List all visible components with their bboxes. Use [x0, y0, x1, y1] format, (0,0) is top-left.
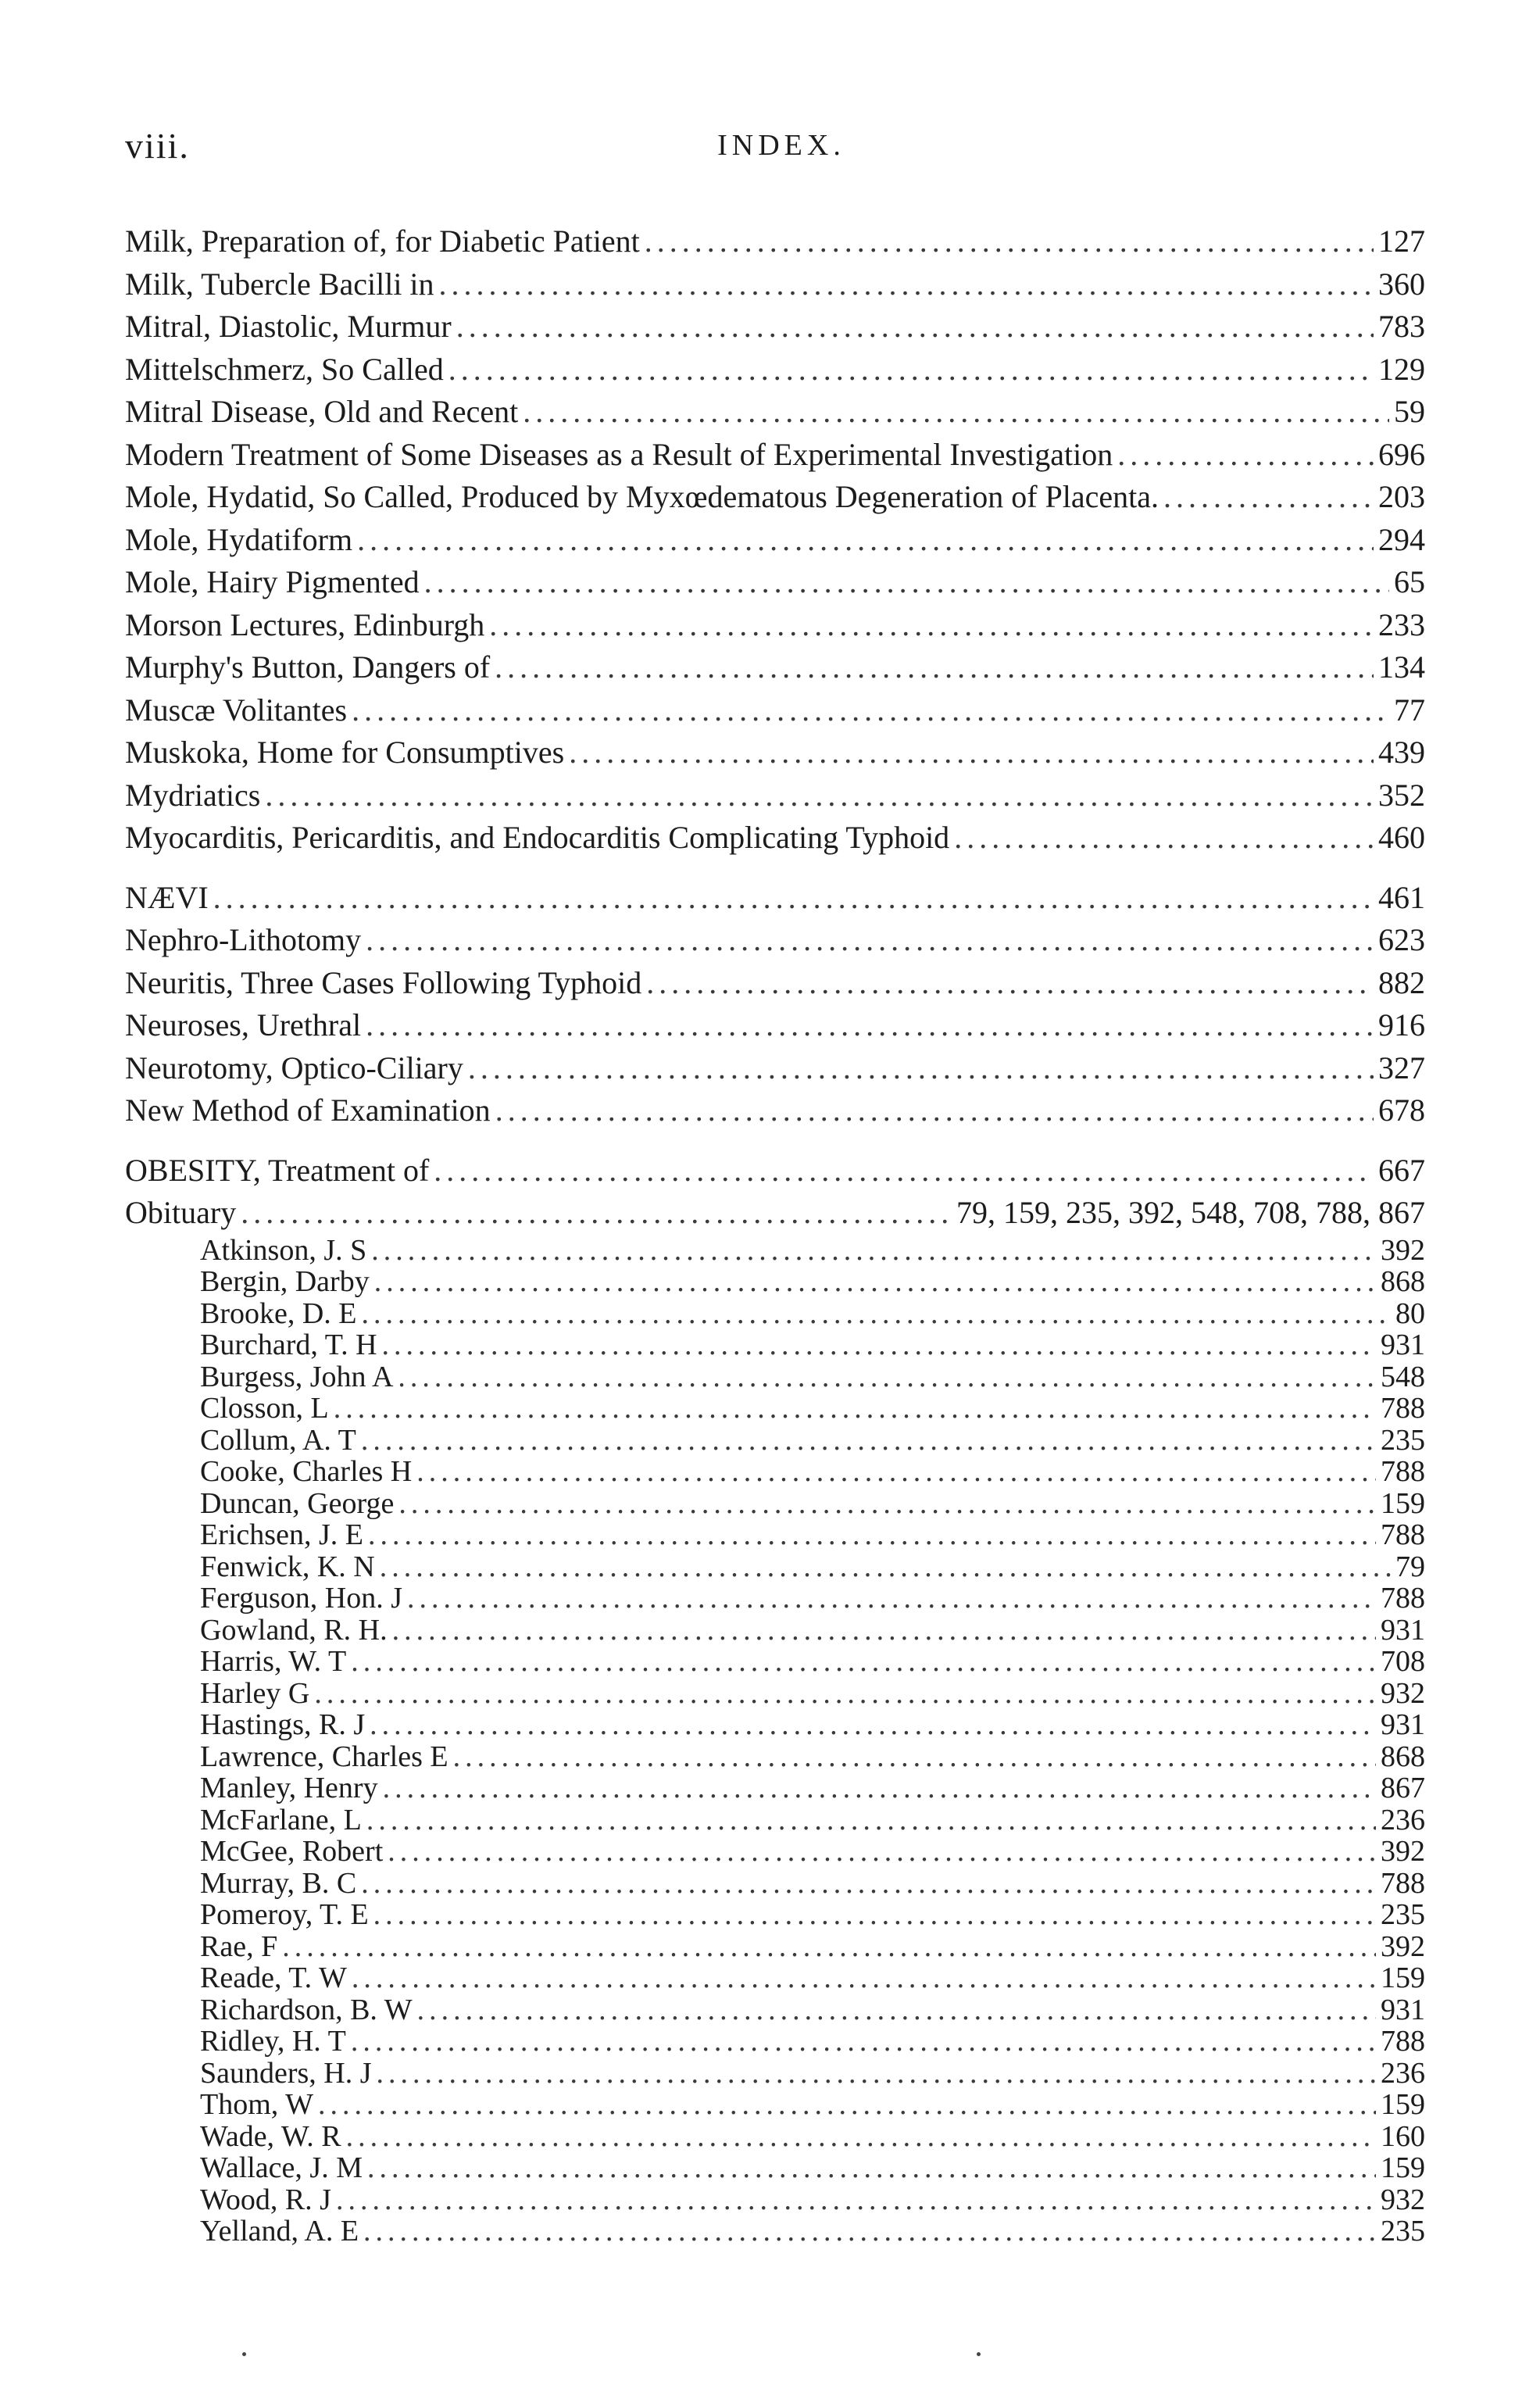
index-entry — [125, 220, 1425, 263]
entry-page-number: 868 — [1381, 1740, 1425, 1773]
entry-page-number: 159 — [1381, 2151, 1425, 2184]
dot-leader — [1163, 476, 1374, 519]
entry-page-number: 439 — [1378, 735, 1425, 770]
page-header — [125, 125, 1438, 172]
entry-page-number: 235 — [1381, 1423, 1425, 1457]
entry-page-number: 932 — [1381, 2183, 1425, 2216]
dot-leader — [439, 263, 1374, 306]
index-subentry — [125, 1266, 1425, 1298]
index-entry — [125, 1150, 1425, 1193]
entry-term: Lawrence, Charles E — [200, 1740, 448, 1773]
index-subentry — [125, 1393, 1425, 1425]
entry-page-number: 868 — [1381, 1265, 1425, 1298]
entry-page-number: 392 — [1381, 1233, 1425, 1267]
entry-page-number: 788 — [1381, 1392, 1425, 1425]
entry-term: Collum, A. T — [200, 1423, 356, 1457]
entry-page-number: 203 — [1378, 479, 1425, 514]
index-subentry — [125, 2121, 1425, 2153]
index-subentry — [125, 1551, 1425, 1583]
index-entry — [125, 1004, 1425, 1047]
entry-term: Bergin, Darby — [200, 1265, 370, 1298]
entry-term: Burchard, T. H — [200, 1329, 377, 1361]
entry-term: Brooke, D. E — [200, 1296, 357, 1330]
page-number: viii. — [125, 126, 190, 166]
index-entry — [125, 561, 1425, 604]
entry-term: NÆVI — [125, 879, 209, 915]
entry-page-number: 159 — [1381, 1486, 1425, 1520]
index-entry — [125, 919, 1425, 962]
dot-leader — [380, 1551, 1391, 1583]
entry-term: Morson Lectures, Edinburgh — [125, 606, 485, 642]
entry-term: Wood, R. J — [200, 2183, 331, 2216]
entry-page-number: 80 — [1395, 1296, 1425, 1330]
footer-mark — [977, 2352, 981, 2356]
entry-term: Duncan, George — [200, 1486, 395, 1520]
index-subentry — [125, 1582, 1425, 1615]
index-entry — [125, 1192, 1425, 1235]
index-entry — [125, 877, 1425, 920]
entry-page-number: 931 — [1381, 1993, 1425, 2026]
entry-term: Mole, Hydatiform — [125, 521, 353, 557]
dot-leader — [646, 962, 1374, 1005]
index-subentry — [125, 2058, 1425, 2090]
dot-leader — [367, 2152, 1376, 2184]
index-subentry — [125, 1804, 1425, 1836]
dot-leader — [373, 1899, 1376, 1931]
entry-page-number: 708 — [1381, 1645, 1425, 1678]
entry-page-number: 931 — [1381, 1613, 1425, 1647]
index-entry — [125, 774, 1425, 817]
entry-page-number: 460 — [1378, 820, 1425, 855]
dot-leader — [352, 1962, 1376, 1994]
index-section — [125, 220, 1425, 860]
entry-term: Neuroses, Urethral — [125, 1007, 362, 1042]
index-entry — [125, 391, 1425, 434]
entry-term: Neuritis, Three Cases Following Typhoid — [125, 964, 642, 1000]
dot-leader — [351, 2026, 1376, 2058]
dot-leader — [489, 604, 1374, 647]
dot-leader — [357, 519, 1374, 562]
index-entry — [125, 604, 1425, 647]
index-subentry — [125, 2152, 1425, 2184]
entry-page-number: 931 — [1381, 1329, 1425, 1361]
entry-page-number: 461 — [1378, 879, 1425, 915]
entry-term: Milk, Tubercle Bacilli in — [125, 266, 434, 302]
dot-leader — [346, 2121, 1376, 2153]
dot-leader — [523, 391, 1389, 434]
entry-term: New Method of Examination — [125, 1093, 491, 1128]
dot-leader — [388, 1836, 1376, 1868]
entry-page-number: 548 — [1381, 1360, 1425, 1393]
index-subentry — [125, 2026, 1425, 2058]
index-entry — [125, 1047, 1425, 1090]
entry-page-number: 77 — [1394, 692, 1425, 728]
index-subentry — [125, 1962, 1425, 1994]
entry-page-number: 916 — [1378, 1007, 1425, 1042]
entry-page-number: 788 — [1381, 2025, 1425, 2058]
entry-page-number: 127 — [1378, 224, 1425, 259]
dot-leader — [398, 1488, 1376, 1520]
dot-leader — [374, 1266, 1376, 1298]
dot-leader — [366, 1804, 1376, 1836]
entry-term: Murray, B. C — [200, 1866, 357, 1900]
dot-leader — [366, 919, 1374, 962]
index-subentry — [125, 1994, 1425, 2026]
index-subentry — [125, 2215, 1425, 2248]
entry-term: Harley G — [200, 1676, 310, 1710]
entry-page-number: 352 — [1378, 777, 1425, 813]
entry-term: Mitral Disease, Old and Recent — [125, 394, 519, 429]
index-entry — [125, 434, 1425, 477]
dot-leader — [1117, 434, 1374, 477]
index-entry — [125, 646, 1425, 689]
entry-page-number: 623 — [1378, 922, 1425, 957]
dot-leader — [407, 1582, 1376, 1615]
dot-leader — [352, 689, 1389, 732]
index-subentry — [125, 1235, 1425, 1267]
entry-term: Ridley, H. T — [200, 2025, 346, 2058]
entry-page-number: 788 — [1381, 1455, 1425, 1488]
dot-leader — [424, 561, 1389, 604]
index-entry — [125, 689, 1425, 732]
entry-term: Burgess, John A — [200, 1360, 394, 1393]
entry-page-number: 867 — [1381, 1772, 1425, 1804]
entry-page-number: 65 — [1394, 564, 1425, 599]
entry-term: Myocarditis, Pericarditis, and Endocarditis Complicating Typhoid — [125, 820, 950, 855]
entry-term: Erichsen, J. E — [200, 1518, 363, 1551]
entry-term: Mittelschmerz, So Called — [125, 351, 444, 387]
entry-page-number: 159 — [1381, 2088, 1425, 2121]
entry-page-number: 788 — [1381, 1582, 1425, 1615]
entry-term: Fenwick, K. N — [200, 1550, 375, 1583]
entry-page-number: 134 — [1378, 649, 1425, 685]
index-subentry — [125, 1678, 1425, 1710]
index-list — [125, 220, 1425, 2248]
entry-page-number: 788 — [1381, 1866, 1425, 1900]
dot-leader — [417, 1994, 1376, 2026]
index-entry — [125, 349, 1425, 392]
index-entry — [125, 1089, 1425, 1132]
entry-page-number: 236 — [1381, 2056, 1425, 2090]
entry-term: Modern Treatment of Some Diseases as a Result of Experimental Investigation — [125, 436, 1113, 472]
entry-term: Mole, Hairy Pigmented — [125, 564, 420, 599]
dot-leader — [241, 1192, 952, 1235]
entry-page-number: 678 — [1378, 1093, 1425, 1128]
entry-term: Atkinson, J. S — [200, 1233, 367, 1267]
entry-page-number: 932 — [1381, 1676, 1425, 1710]
entry-term: Obituary — [125, 1195, 237, 1230]
entry-term: Wallace, J. M — [200, 2151, 363, 2184]
index-subentry — [125, 1488, 1425, 1520]
dot-leader — [416, 1456, 1376, 1488]
dot-leader — [363, 2215, 1376, 2248]
entry-term: McFarlane, L — [200, 1803, 362, 1836]
dot-leader — [213, 877, 1374, 920]
dot-leader — [318, 2089, 1376, 2121]
index-subentry — [125, 1772, 1425, 1804]
dot-leader — [954, 817, 1374, 860]
entry-term: Neurotomy, Optico-Ciliary — [125, 1050, 463, 1085]
footer-marks — [0, 2352, 1540, 2368]
entry-page-number: 233 — [1378, 606, 1425, 642]
index-entry — [125, 731, 1425, 774]
entry-term: McGee, Robert — [200, 1835, 384, 1868]
entry-page-number: 696 — [1378, 436, 1425, 472]
entry-term: Cooke, Charles H — [200, 1455, 413, 1488]
entry-page-number: 392 — [1381, 1835, 1425, 1868]
index-section — [125, 877, 1425, 1132]
index-subentry — [125, 2184, 1425, 2216]
entry-term: Reade, T. W — [200, 1962, 347, 1994]
entry-term: Mydriatics — [125, 777, 261, 813]
entry-term: Wade, W. R — [200, 2119, 341, 2153]
entry-page-number: 129 — [1378, 351, 1425, 387]
footer-mark — [242, 2352, 246, 2356]
index-subentry — [125, 1741, 1425, 1773]
index-entry — [125, 519, 1425, 562]
index-subentry — [125, 1456, 1425, 1488]
entry-page-number: 235 — [1381, 2215, 1425, 2248]
index-subentry — [125, 1899, 1425, 1931]
entry-term: Saunders, H. J — [200, 2056, 372, 2090]
entry-page-number: 667 — [1378, 1152, 1425, 1188]
index-entry — [125, 817, 1425, 860]
entry-page-number: 159 — [1381, 1962, 1425, 1994]
dot-leader — [370, 1709, 1376, 1741]
entry-term: Closson, L — [200, 1392, 329, 1425]
dot-leader — [371, 1235, 1376, 1267]
entry-term: Milk, Preparation of, for Diabetic Patient — [125, 224, 640, 259]
entry-page-number: 160 — [1381, 2119, 1425, 2153]
entry-page-number: 788 — [1381, 1518, 1425, 1551]
dot-leader — [456, 306, 1374, 349]
dot-leader — [368, 1519, 1376, 1551]
entry-page-number: 59 — [1394, 394, 1425, 429]
entry-term: Rae, F — [200, 1929, 278, 1963]
index-subentry — [125, 1709, 1425, 1741]
entry-page-number: 294 — [1378, 521, 1425, 557]
index-subentry — [125, 1836, 1425, 1868]
dot-leader — [351, 1646, 1376, 1678]
entry-term: Yelland, A. E — [200, 2215, 359, 2248]
entry-term: Pomeroy, T. E — [200, 1898, 369, 1931]
entry-term: Richardson, B. W — [200, 1993, 413, 2026]
dot-leader — [645, 220, 1374, 263]
dot-leader — [282, 1931, 1376, 1963]
entry-page-number: 783 — [1378, 309, 1425, 344]
dot-leader — [382, 1329, 1376, 1361]
entry-term: Nephro-Lithotomy — [125, 922, 362, 957]
entry-term: Manley, Henry — [200, 1772, 378, 1804]
dot-leader — [468, 1047, 1374, 1090]
index-subentry — [125, 1646, 1425, 1678]
dot-leader — [392, 1615, 1376, 1647]
entry-page-number: 236 — [1381, 1803, 1425, 1836]
index-subentry — [125, 1329, 1425, 1361]
entry-term: OBESITY, Treatment of — [125, 1152, 430, 1188]
entry-term: Mole, Hydatid, So Called, Produced by Myxœdematous Degeneration of Placenta. — [125, 479, 1159, 514]
index-entry — [125, 263, 1425, 306]
index-subentry — [125, 1425, 1425, 1457]
entry-page-number: 360 — [1378, 266, 1425, 302]
dot-leader — [398, 1361, 1376, 1393]
index-subentry — [125, 1298, 1425, 1330]
entry-term: Gowland, R. H. — [200, 1613, 388, 1647]
entry-page-number: 882 — [1378, 964, 1425, 1000]
index-entry — [125, 962, 1425, 1005]
entry-term: Murphy's Button, Dangers of — [125, 649, 491, 685]
index-entry — [125, 476, 1425, 519]
dot-leader — [569, 731, 1374, 774]
dot-leader — [383, 1772, 1376, 1804]
dot-leader — [495, 646, 1374, 689]
index-entry — [125, 306, 1425, 349]
dot-leader — [361, 1868, 1376, 1900]
index-section — [125, 1150, 1425, 2248]
entry-page-number: 327 — [1378, 1050, 1425, 1085]
dot-leader — [362, 1298, 1391, 1330]
dot-leader — [336, 2184, 1376, 2216]
dot-leader — [495, 1089, 1374, 1132]
entry-term: Muskoka, Home for Consumptives — [125, 735, 565, 770]
dot-leader — [334, 1393, 1376, 1425]
index-subentry — [125, 1361, 1425, 1393]
dot-leader — [265, 774, 1374, 817]
entry-page-number: 931 — [1381, 1708, 1425, 1741]
entry-term: Muscæ Volitantes — [125, 692, 348, 728]
entry-page-number: 79 — [1395, 1550, 1425, 1583]
entry-term: Mitral, Diastolic, Murmur — [125, 309, 452, 344]
dot-leader — [453, 1741, 1376, 1773]
entry-term: Thom, W — [200, 2088, 313, 2121]
index-subentry — [125, 2089, 1425, 2121]
index-subentry — [125, 1868, 1425, 1900]
dot-leader — [377, 2058, 1376, 2090]
entry-term: Ferguson, Hon. J — [200, 1582, 402, 1615]
index-subentry — [125, 1519, 1425, 1551]
index-subentry — [125, 1615, 1425, 1647]
entry-term: Harris, W. T — [200, 1645, 347, 1678]
entry-page-number: 79, 159, 235, 392, 548, 708, 788, 867 — [956, 1195, 1425, 1230]
entry-term: Hastings, R. J — [200, 1708, 366, 1741]
dot-leader — [434, 1150, 1374, 1193]
entry-page-number: 235 — [1381, 1898, 1425, 1931]
dot-leader — [366, 1004, 1374, 1047]
index-subentry — [125, 1931, 1425, 1963]
entry-page-number: 392 — [1381, 1929, 1425, 1963]
dot-leader — [361, 1425, 1376, 1457]
running-head: INDEX. — [717, 129, 845, 162]
dot-leader — [448, 349, 1374, 392]
dot-leader — [314, 1678, 1376, 1710]
